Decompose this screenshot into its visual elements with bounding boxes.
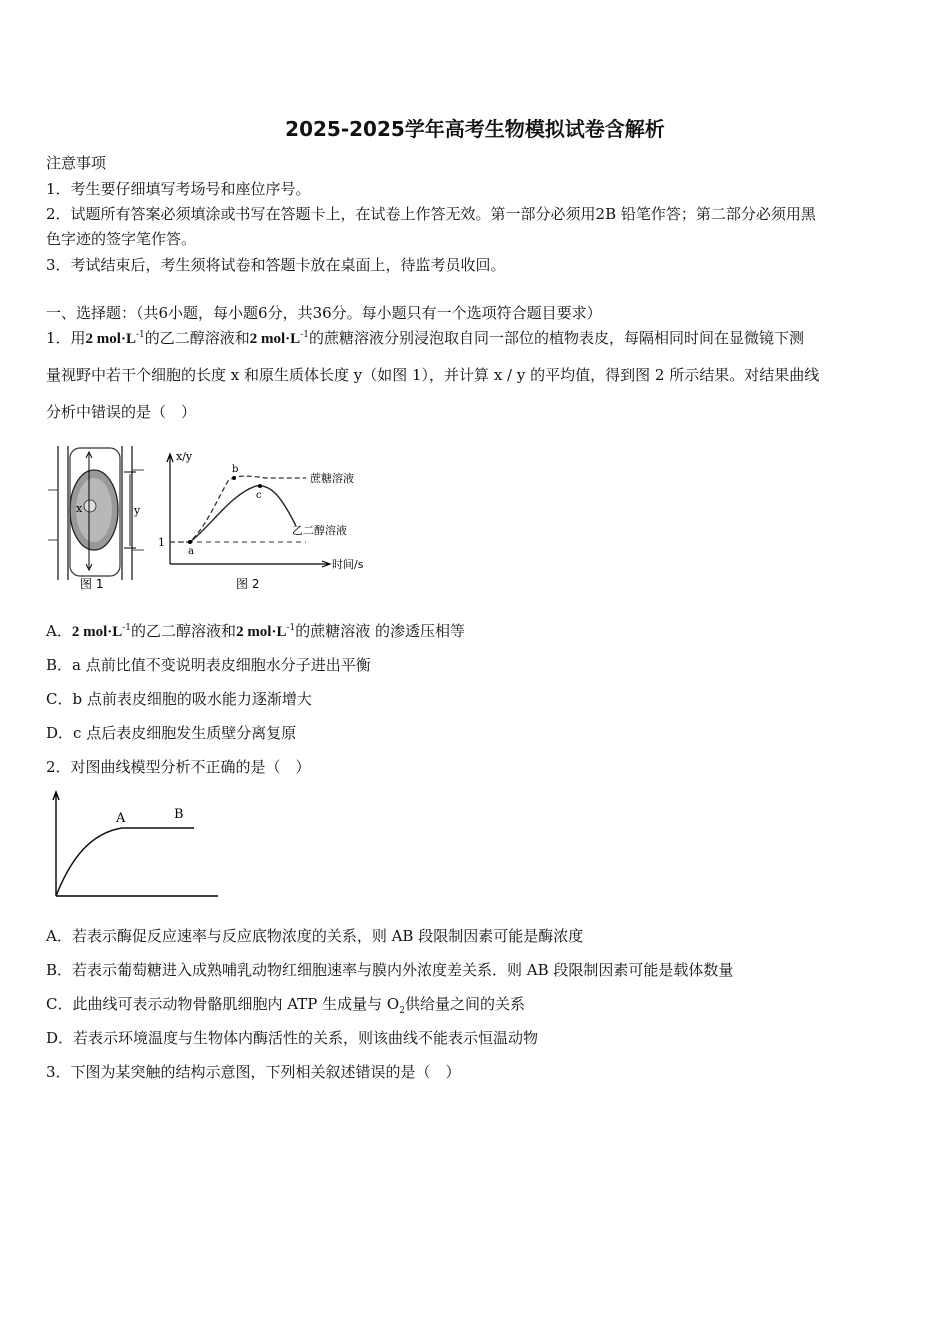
- fig2-ylabel: x/y: [176, 450, 193, 463]
- q1-option-a-prefix: A．: [46, 622, 72, 640]
- fig2-one: 1: [158, 536, 165, 549]
- fig2-point-c: c: [256, 490, 262, 501]
- q1-sup-1: -1: [135, 330, 145, 340]
- fig2-caption: 图 2: [236, 577, 260, 591]
- q1-prefix: 1．用: [46, 329, 86, 347]
- q1-option-c: C．b 点前表皮细胞的吸水能力逐渐增大: [46, 690, 312, 708]
- page-title: 2025-2025学年高考生物模拟试卷含解析: [285, 117, 665, 141]
- q1-conc-2: 2 mol·L: [249, 331, 301, 347]
- q1-option-a-suffix: 的蔗糖溶液 的渗透压相等: [295, 622, 466, 640]
- fig1-caption: 图 1: [80, 577, 104, 591]
- q1-option-a-conc-2: 2 mol·L: [236, 624, 287, 640]
- q1-sup-2: -1: [300, 330, 309, 340]
- fig2-xlabel: 时间/s: [332, 558, 364, 571]
- fig2-sucrose-label: 蔗糖溶液: [310, 472, 354, 485]
- q1-stem-line3: 分析中错误的是（ ）: [46, 403, 197, 421]
- q3-stem: 3．下图为某突触的结构示意图，下列相关叙述错误的是（ ）: [46, 1063, 461, 1081]
- q1-figure-2: [156, 446, 386, 594]
- q1-option-a-mid: 的乙二醇溶液和: [131, 622, 237, 640]
- q2-stem: 2．对图曲线模型分析不正确的是（ ）: [46, 758, 311, 776]
- q2-option-a: A．若表示酶促反应速率与反应底物浓度的关系，则 AB 段限制因素可能是酶浓度: [46, 927, 584, 945]
- section-heading: 一、选择题：（共6小题，每小题6分，共36分。每小题只有一个选项符合题目要求）: [46, 304, 602, 322]
- fig2-point-b: b: [232, 464, 239, 475]
- q1-option-b: B．a 点前比值不变说明表皮细胞水分子进出平衡: [46, 656, 371, 674]
- q1-stem-line1: [46, 327, 804, 348]
- notice-heading: 注意事项: [46, 154, 107, 172]
- q2-option-c-rest: 供给量之间的关系: [404, 995, 525, 1013]
- q1-stem-line2: 量视野中若干个细胞的长度 x 和原生质体长度 y（如图 1），并计算 x / y 的平均值，得到图 2 所示结果。对结果曲线: [46, 366, 820, 384]
- q2-option-b: B．若表示葡萄糖进入成熟哺乳动物红细胞速率与膜内外浓度差关系．则 AB 段限制因素可能是载体数量: [46, 961, 734, 979]
- notice-item-2-cont: 色字迹的签字笔作答。: [46, 230, 197, 248]
- q1-option-a-sup-2: -1: [286, 623, 296, 633]
- q1-option-d: D．c 点后表皮细胞发生质壁分离复原: [46, 724, 297, 742]
- q2-option-c: [46, 993, 525, 1016]
- q2-option-c-sub: 2: [399, 1006, 405, 1016]
- fig2-point-a: a: [188, 546, 194, 557]
- q1-option-a: [46, 620, 465, 641]
- q2-graph-point-b: B: [174, 807, 184, 822]
- fig1-y-label: y: [134, 504, 141, 517]
- q1-option-a-conc-1: 2 mol·L: [71, 624, 123, 640]
- q2-graph: [46, 788, 226, 903]
- q1-figure-1: [44, 440, 159, 595]
- fig1-x-label: x: [76, 502, 83, 515]
- q2-option-d: D．若表示环境温度与生物体内酶活性的关系，则该曲线不能表示恒温动物: [46, 1029, 539, 1047]
- q2-option-c-text: C．此曲线可表示动物骨骼肌细胞内 ATP 生成量与 O: [46, 995, 400, 1013]
- q2-graph-point-a: A: [116, 811, 126, 826]
- q1-mid: 的乙二醇溶液和: [144, 329, 250, 347]
- notice-item-1: 1．考生要仔细填写考场号和座位序号。: [46, 180, 311, 198]
- notice-item-2: 2．试题所有答案必须填涂或书写在答题卡上，在试卷上作答无效。第一部分必须用2B 铅笔作答；第二部分必须用黑: [46, 205, 816, 223]
- fig2-glycol-label: 乙二醇溶液: [292, 524, 347, 537]
- q1-conc-1: 2 mol·L: [85, 331, 136, 347]
- notice-item-3: 3．考试结束后，考生须将试卷和答题卡放在桌面上，待监考员收回。: [46, 256, 506, 274]
- q1-option-a-sup-1: -1: [122, 623, 132, 633]
- q1-rest: 的蔗糖溶液分别浸泡取自同一部位的植物表皮，每隔相同时间在显微镜下测: [308, 329, 804, 347]
